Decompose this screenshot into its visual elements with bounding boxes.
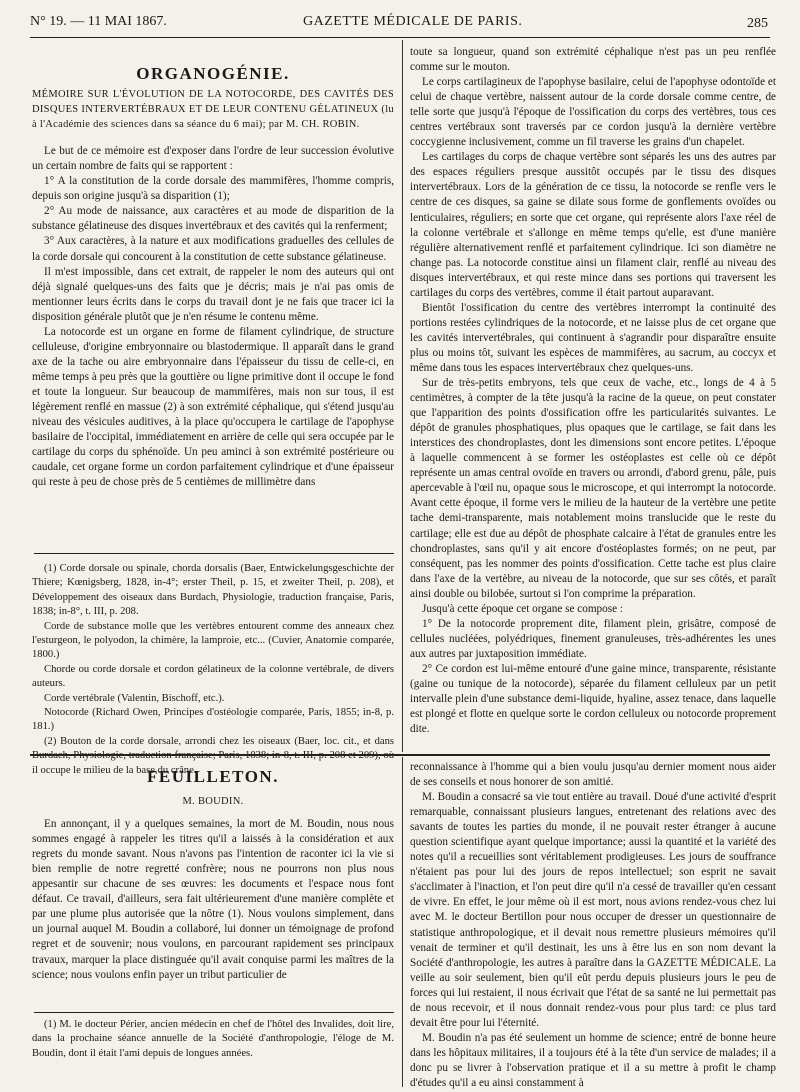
column-divider-top (402, 40, 403, 752)
paragraph: La notocorde est un organe en forme de filament cylindrique, de structure celluleuse, d'origine embryonnaire ou blastodermique. Il apparaît dans le grand axe de la tache ou aire embryonnaire dans l'épaisseur du tissu de celle-ci, en même temps à peu près que la gouttière ou ligne primitive dont il occupe le fond et toute la longueur. Sur beaucoup de mammifères, mais non sur tous, il est légèrement renflé en massue (2) à son extrémité céphalique, qui s'étend jusqu'au niveau des vésicules auditives, à la place qu'occupera le cartilage de l'apophyse basilaire de l'occipital, immédiatement en arrière de celle qui sera occupée par le cartilage du corps du sphénoïde. Un peu aminci à son extrémité postérieure ou caudale, cet organe forme un cordon parfaitement cylindrique et d'une épaisseur qui reste à peu de chose près de 5 centièmes de millimètre dans (32, 325, 394, 489)
feuilleton-footnote (32, 1018, 394, 1061)
journal-title: GAZETTE MÉDICALE DE PARIS. (303, 14, 523, 29)
paragraph: Sur de très-petits embryons, tels que ceux de vache, etc., longs de 4 à 5 centimètres, à compter de la tête jusqu'à la racine de la queue, on peut constater que l'apparition des points d'ossification offre les particularités suivantes. Le dépôt de granules phosphatiques, plus opaques que le cartilage, se fait dans les interstices des chondroplastes, dont les dimensions sont encore petites. L'époque à laquelle commencent à se former les ostéoplastes est celle où ce dépôt représente un amas central ovoïde en travers ou arrondi, d'abord grenu, pâle, puis apercevable à l'œil nu, opaque sous le microscope, et qui interrompt la notocorde. Avant cette époque, il forme vers le milieu de la hauteur de la vertèbre une petite tache demi-transparente, mais notablement moins translucide que le reste du cartilage; elle est due au dépôt de phosphate calcaire à l'état de granules entre les chondroplastes, sans qu'il y ait encore d'ostéoplastes formés; on ne peut, par conséquent, pas les nommer des points d'ossification. Cette tache est plus claire dans l'axe de la vertèbre, au niveau de la notocorde, que sur ses côtés, et paraît ainsi double ou bilobée, surtout si l'on comprime la préparation. (410, 377, 776, 600)
paragraph: M. Boudin a consacré sa vie tout entière au travail. Doué d'une activité d'esprit remarquable, connaissant plusieurs langues, entretenant des relations avec des savants de toutes les parties du monde, il ne pouvait rester étranger à aucune question scientifique ayant quelque importance; aussi la quantité et la variété des notes qu'il a recueillies sont véritablement prodigieuses. Les jours de souffrance n'étaient pas pour lui des jours de repos intellectuel; son esprit ne savait s'acclimater à l'inaction, et l'on peut dire qu'il n'a cessé de travailler qu'en cessant de vivre. En effet, le jour même où il est mort, nous avions rendez-vous chez lui avec M. le docteur Bertillon pour nous occuper de dresser un questionnaire de statistique anthropologique, et il devait nous remettre plusieurs mémoires qu'il venait de terminer et qu'il destinait, les uns à être lus en son nom devant la Société d'anthropologie, les autres à paraître dans la GAZETTE MÉDICALE. La veille au soir seulement, bien qu'il eût perdu depuis plusieurs jours le peu de forces qui lui restaient, il nous écrivait que l'état de sa santé ne lui permettait pas de nous recevoir, et il nous donnait rendez-vous pour plus tard: ce plus tard devait être pour lui l'éternité. (410, 791, 776, 1029)
article-subtitle: MÉMOIRE SUR L'ÉVOLUTION DE LA NOTOCORDE, DES CAVITÉS DES DISQUES INTERVERTÉBRAUX ET DE LEUR CONTENU GÉLATINEUX (lu à l'Académie des sciences dans sa séance du 6 mai); par M. CH. ROBIN. (32, 89, 394, 131)
paragraph: toute sa longueur, quand son extrémité céphalique n'est pas un peu renflée comme sur le mouton. (410, 46, 776, 74)
feuilleton-subtitle: M. BOUDIN. (182, 796, 244, 808)
issue-date: N° 19. — 11 MAI 1867. (30, 14, 167, 29)
article-left-column (32, 66, 394, 490)
footnote-rule (34, 553, 394, 554)
footnote: Corde vertébrale (Valentin, Bischoff, etc.). (44, 692, 225, 704)
page-number: 285 (747, 16, 768, 31)
paragraph: reconnaissance à l'homme qui a bien voulu jusqu'au dernier moment nous aider de ses conseils et nous honorer de son amitié. (410, 761, 776, 789)
page-header (30, 10, 768, 34)
paragraph: M. Boudin n'a pas été seulement un homme de science; entré de bonne heure dans les hôpitaux militaires, il a toujours été à la tête d'un service de malades; il a donc pu se livrer à l'observation pratique et il a su mettre à profit le champ d'études qu'il a eu ainsi constamment à (410, 1031, 776, 1089)
footnote: Chorde ou corde dorsale et cordon gélatineux de la colonne vertébrale, de divers auteurs. (32, 663, 394, 690)
footnote: Notocorde (Richard Owen, Principes d'ostéologie comparée, Paris, 1855; in-8, p. 181.) (32, 707, 394, 733)
paragraph: Jusqu'à cette époque cet organe se compose : (422, 602, 623, 615)
footnote: (2) Bouton de la corde dorsale, arrondi chez les oiseaux (Baer, loc. cit., et dans il occupe le milieu de la base du crâne. (32, 735, 394, 776)
paragraph: 1° De la notocorde proprement dite, filament plein, grisâtre, composé de cellules nucléées, polyédriques, finement granuleuses, très-adhérentes les unes aux autres par juxtaposition immédiate. (410, 617, 776, 660)
article-right-column (410, 45, 776, 737)
paragraph: 1° A la constitution de la corde dorsale des mammifères, l'homme compris, depuis son origine jusqu'à sa disparition (1); (32, 175, 394, 203)
paragraph: 3° Aux caractères, à la nature et aux modifications graduelles des cellules de la corde dorsale qui concourent à la constitution de cette substance gélatineuse. (32, 235, 394, 263)
footnote: Corde de substance molle que les vertèbres entourent comme des anneaux chez l'esturgeon, le polyodon, la chimère, la lamproie, etc... (Cuvier, Anatomie comparée, 1800.) (32, 620, 394, 661)
footnote: (1) M. le docteur Périer, ancien médecin en chef de l'hôtel des Invalides, doit lire, dans la prochaine séance annuelle de la Société d'anthropologie, l'éloge de M. Boudin, dont il était l'ami depuis de longues années. (32, 1019, 394, 1059)
paragraph: Les cartilages du corps de chaque vertèbre sont séparés les uns des autres par des espaces réguliers presque aussitôt occupés par le tissu des disques intervertébraux. Lors de la génération de ce tissu, la notocorde se renfle vers le centre de ces disques, sa gaine se dilate sous forme de gonflements ovoïdes ou lenticulaires, réguliers; en sorte que cet organe, qui représente alors l'axe réel de la colonne vertébrale et s'allonge en même temps qu'elle, est d'une manière régulière alternativement renflé et parfaitement cylindrique. Ici son diamètre ne change pas. La notocorde constitue ainsi un filament clair, renflé au niveau des disques intervertébraux, et qui reste mince dans ses portions qui traversent les cartilages du corps des vertèbres, comme il était partout auparavant. (410, 151, 776, 299)
paragraph: Le corps cartilagineux de l'apophyse basilaire, celui de l'apophyse odontoïde et celui de chaque vertèbre, naissent autour de la corde dorsale comme centre, de telle sorte que jusqu'à l'époque de l'ossification du corps des vertèbres, tous ces centres vertébraux sont traversés par ce cordon jusqu'à la dernière vertèbre coccygienne inclusivement, comme un fil traverse les grains d'un chapelet. (410, 76, 776, 149)
feuilleton-left-column (32, 765, 394, 983)
feuilleton-footnote-rule (34, 1012, 394, 1013)
header-rule (30, 37, 770, 38)
column-divider-bottom (402, 757, 403, 1087)
feuilleton-separator (30, 754, 770, 756)
footnote: (1) Corde dorsale ou spinale, chorda dorsalis (Baer, Entwickelungsgeschichte der Thiere; Kœnigsberg, 1828, in-4°; erster Theil, p. 15, et zweiter Theil, p. 208), et Développement des oiseaux dans Burdach, Physiologie, traduction française, Paris, 1838; in-8°, t. III, p. 208. (32, 563, 394, 618)
section-title: ORGANOGÉNIE. (136, 64, 290, 83)
paragraph: Le but de ce mémoire est d'exposer dans l'ordre de leur succession évolutive un certain nombre de faits qui se rapportent : (32, 145, 394, 173)
paragraph: En annonçant, il y a quelques semaines, la mort de M. Boudin, nous nous sommes engagé à rappeler les titres qu'il a laissés à la considération et aux regrets du monde savant. Nous n'avons pas l'intention de raconter ici la vie si bien remplie de notre regretté confrère; nous ne pourrons non plus nous appesantir sur chacune de ses œuvres: les documents et l'espace nous font défaut. Ce travail, d'ailleurs, sera fait ultérieurement d'une manière complète et par une plume plus autorisée que la nôtre (1). Nous voulons simplement, dans un journal auquel M. Boudin a collaboré, lui donner un témoignage de profond regret et de souvenir; nous voulons, en parcourant rapidement ses principaux travaux, marquer la place distinguée qu'il avait conquise parmi les maîtres de la science; nous voulons enfin payer un tribut particulier de (32, 818, 394, 981)
paragraph: Bientôt l'ossification du centre des vertèbres interrompt la continuité des portions restées cylindriques de la notocorde, et ne laisse plus de cet organe que les cavités intervertébrales, qui continuent à s'agrandir pour disparaître ensuite plus ou moins tôt, suivant les espèces de mammifères, au sacrum, au coccyx et même dans tous les espaces intervertébraux chez quelques-uns. (410, 301, 776, 374)
feuilleton-title: FEUILLETON. (147, 767, 279, 786)
article-footnotes (32, 562, 394, 778)
feuilleton-right-column (410, 760, 776, 1091)
paragraph: Il m'est impossible, dans cet extrait, de rappeler le nom des auteurs qui ont déjà signalé quelques-uns des faits que je décris; mais je n'ai pas omis de mentionner leurs écrits dans le corps du travail dont je ne fais que tracer ici la disposition générale plutôt que je n'en résume le contenu même. (32, 265, 394, 323)
paragraph: 2° Au mode de naissance, aux caractères et au mode de disparition de la substance gélatineuse des disques invertébraux et des cavités qui la renferment; (32, 205, 394, 233)
paragraph: 2° Ce cordon est lui-même entouré d'une gaine mince, transparente, résistante (gaine ou tunique de la notocorde), séparée du filament celluleux par un petit intervalle plein d'une substance demi-liquide, hyaline, assez tenace, dans laquelle est plongé et flotte en quelque sorte le cordon celluleux ou notocorde proprement dite. (410, 662, 776, 736)
